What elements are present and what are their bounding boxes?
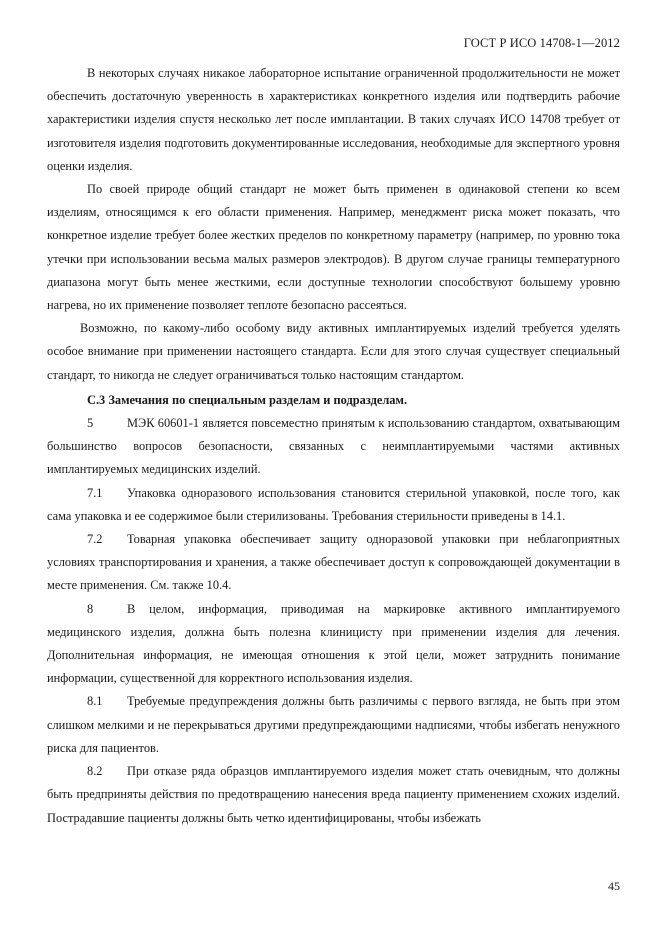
- clause-8-2: [47, 760, 620, 830]
- paragraph-lab-testing: В некоторых случаях никакое лабораторное испытание ограниченной продолжительности не может обеспечить достаточную уверенность в характеристиках конкретного изделия или подтвердить рабочие характеристики изделия спустя несколько лет после имплантации. В таких случаях ИСО 14708 требует от изготовителя изделия подготовить документированные исследования, необходимые для экспертного уровня оценки изделия.: [47, 66, 620, 173]
- clause-text: Требуемые предупреждения должны быть различимы с первого взгляда, не быть при этом слишком мелкими и не перекрываться другими предупреждающими надписями, чтобы избегать ненужного риска для пациентов.: [47, 694, 620, 755]
- clause-7-2: [47, 528, 620, 598]
- document-header: ГОСТ Р ИСО 14708-1—2012: [463, 36, 620, 50]
- clause-8-1: [47, 690, 620, 760]
- clause-text: Товарная упаковка обеспечивает защиту одноразовой упаковки при неблагоприятных условиях транспортирования и хранения, а также обеспечивает доступ к сопровождающей документации в месте применения. См. также 10.4.: [47, 532, 620, 593]
- clause-number: 8.1: [87, 694, 103, 709]
- clause-number: 7.2: [87, 532, 103, 547]
- clause-text: Упаковка одноразового использования становится стерильной упаковкой, после того, как сама упаковка и ее содержимое были стерилизованы. Требования стерильности приведены в 14.1.: [47, 485, 620, 523]
- paragraph-special-standard: Возможно, по какому-либо особому виду активных имплантируемых изделий требуется уделять особое внимание при применении настоящего стандарта. Если для этого случая существует специальный стандарт, то никогда не следует ограничиваться только настоящим стандартом.: [47, 321, 620, 382]
- clause-text: В целом, информация, приводимая на маркировке активного имплантируемого медицинского изделия, должна быть полезна клиницисту при применении изделия для лечения. Дополнительная информация, не имеющая отношения к этой цели, может затруднить понимание информации, существенной для корректного использования изделия.: [47, 601, 620, 686]
- clause-number: 8.2: [87, 764, 103, 779]
- clause-number: 7.1: [87, 485, 103, 500]
- clause-5: [47, 412, 620, 482]
- clause-number: 5: [87, 416, 94, 431]
- clause-text: МЭК 60601-1 является повсеместно принятым к использованию стандартом, охватывающим большинство вопросов безопасности, связанных с неимплантируемыми частями активных имплантируемых медицинских изделий.: [47, 416, 620, 477]
- document-body: [47, 62, 620, 830]
- clause-8: [47, 598, 620, 691]
- section-title: С.3 Замечания по специальным разделам и подразделам.: [87, 392, 408, 407]
- clause-text: При отказе ряда образцов имплантируемого изделия может стать очевидным, что должны быть предприняты действия по предотвращению нанесения вреда пациенту применением схожих изделий. Пострадавшие пациенты должны быть четко идентифицированы, чтобы избежать: [47, 764, 620, 825]
- page-number: 45: [608, 879, 620, 893]
- clause-number: 8: [87, 601, 94, 616]
- clause-7-1: [47, 482, 620, 528]
- paragraph-general-standard: По своей природе общий стандарт не может быть применен в одинаковой степени ко всем изделиям, относящимся к его области применения. Например, менеджмент риска может показать, что конкретное изделие требует более жестких пределов по конкретному параметру (например, по уровню тока утечки при использовании весьма малых размеров электродов). В другом случае границы температурного диапазона могут быть менее жесткими, если доступные технологии способствуют большему уровню нагрева, но их применение позволяет теплоте безопасно рассеяться.: [47, 182, 620, 313]
